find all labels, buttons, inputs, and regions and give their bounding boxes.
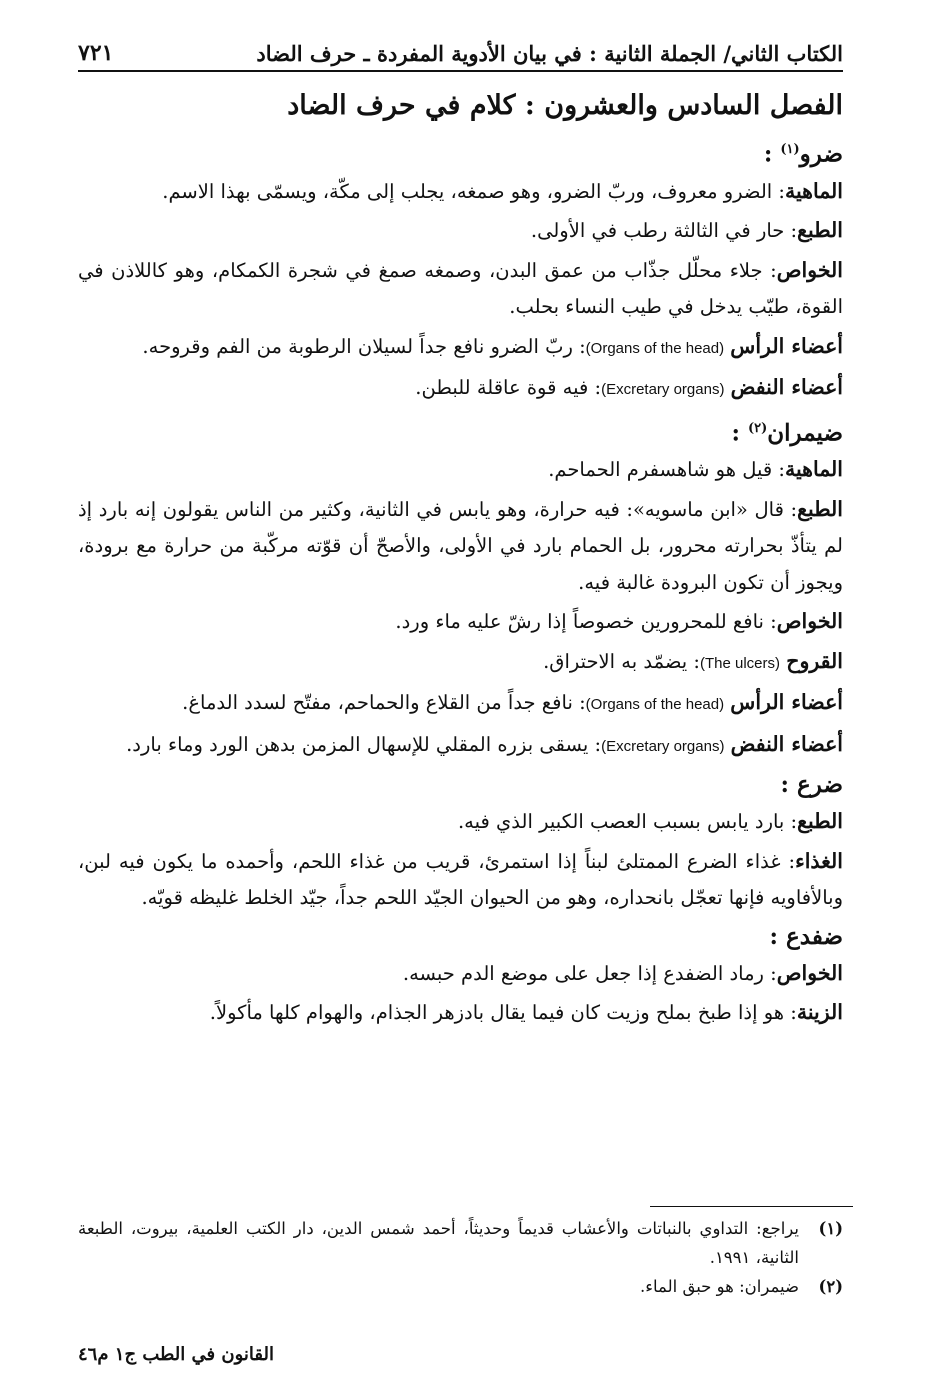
footnote-text: ضيمران: هو حبق الماء.: [640, 1277, 799, 1296]
footnote-number: (١): [818, 1219, 843, 1238]
entry-paragraph: الطبع: قال «ابن ماسويه»: فيه حرارة، وهو يابس في الثانية، وكثير من الناس يقولون إنه بارد إذ لم يتأذّ بحرارته محرور، بل الحمام بارد في الأولى، والأصحّ أن قوّته مركّبة من حرارة مع برودة، ويجوز أن تكون البرودة غالبة فيه.: [78, 496, 843, 594]
signature-line: القانون في الطب ج١ م٤٦: [78, 1344, 274, 1365]
page-number: ٧٢١: [78, 40, 114, 66]
entry-title: ضفدع :: [769, 922, 843, 950]
footnote-ref: (١): [780, 142, 800, 157]
main-content: [78, 80, 843, 1034]
entry-paragraph: الطبع: بارد يابس بسبب العصب الكبير الذي فيه.: [457, 809, 843, 834]
entry-title: ضيمران$^{(٢)}$ :: [731, 419, 843, 447]
english-gloss: (Excretary organs): [601, 381, 725, 399]
english-gloss: (The ulcers): [700, 654, 781, 672]
entry-paragraph: الخواص: رماد الضفدع إذا جعل على موضع الدم حبسه.: [402, 960, 843, 985]
footnotes: [78, 1214, 843, 1301]
entry-paragraph: الماهية: قيل هو شاهسفرم الحماحم.: [548, 457, 843, 482]
footnote-ref: (٢): [747, 420, 768, 436]
entry-title: ضرو$^{(١)}$ :: [763, 140, 843, 168]
english-gloss: (Organs of the head): [585, 696, 725, 714]
footnote-number: (٢): [818, 1277, 843, 1296]
chapter-title: الفصل السادس والعشرون : كلام في حرف الضاد: [287, 90, 843, 121]
english-gloss: (Organs of the head): [585, 339, 725, 357]
entry-paragraph: أعضاء النفض (Excretary organs): فيه قوة عاقلة للبطن.: [415, 375, 843, 400]
english-gloss: (Excretary organs): [601, 737, 725, 755]
footnote: [78, 1214, 843, 1272]
footnote-rule: [650, 1206, 853, 1207]
entry-paragraph: أعضاء الرأس (Organs of the head): نافع جداً من القلاع والحماحم، مفتّح لسدد الدماغ.: [182, 690, 843, 715]
footnote: [78, 1272, 843, 1301]
running-title: الكتاب الثاني/ الجملة الثانية : في بيان الأدوية المفردة ـ حرف الضاد: [256, 41, 843, 66]
entry-paragraph: أعضاء النفض (Excretary organs): يسقى بزره المقلي للإسهال المزمن بدهن الورد وماء بارد.: [126, 731, 843, 756]
entry-paragraph: أعضاء الرأس (Organs of the head): ربّ الضرو نافع جداً لسيلان الرطوبة من الفم وقروحه.: [142, 333, 843, 358]
entry-paragraph: الزينة: هو إذا طبخ بملح وزيت كان فيما يقال بادزهر الجذام، والهوام كلها مأكولاً.: [209, 1000, 843, 1025]
entry-paragraph: القروح (The ulcers): يضمّد به الاحتراق.: [543, 648, 843, 673]
entry-paragraph: الغذاء: غذاء الضرع الممتلئ لبناً إذا استمرئ، قريب من غذاء اللحم، وأحمده ما يكون فيه لبن، وبالأفاويه فإنها تعجّل بانحداره، وهو من الحيوان الجيّد اللحم جداً، جيّد الخلط غليظه قويّه.: [78, 848, 843, 910]
entry-paragraph: الماهية: الضرو معروف، وربّ الضرو، وهو صمغه، يجلب إلى مكّة، ويسمّى بهذا الاسم.: [162, 178, 843, 203]
footnote-text: يراجع: التداوي بالنباتات والأعشاب قديماً وحديثاً، أحمد شمس الدين، دار الكتب العلمية، بيروت، الطبعة الثانية، ١٩٩١.: [78, 1219, 799, 1267]
entry-title: ضرع :: [780, 771, 843, 799]
header-rule: [78, 70, 843, 72]
running-header: [78, 26, 843, 66]
entry-paragraph: الخواص: جلاء محلّل جذّاب من عمق البدن، وصمغه صمغ في شجرة الكمكام، وهو كاللاذن في القوة، طيّب يدخل في طيب النساء بحلب.: [78, 257, 843, 319]
entry-paragraph: الخواص: نافع للمحرورين خصوصاً إذا رشّ عليه ماء ورد.: [395, 609, 843, 634]
entry-paragraph: الطبع: حار في الثالثة رطب في الأولى.: [530, 218, 843, 243]
